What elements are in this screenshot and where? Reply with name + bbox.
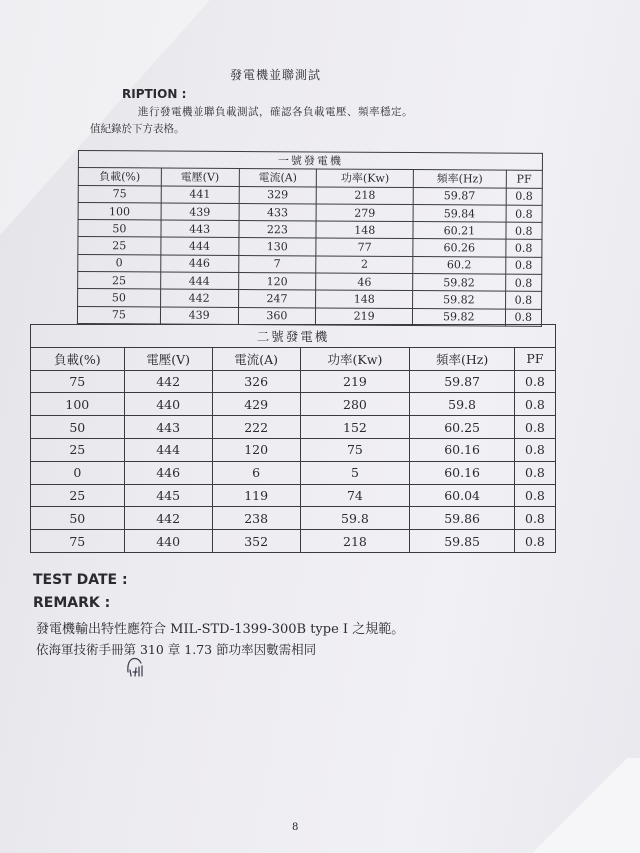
table-cell: 440 — [124, 393, 212, 416]
table-cell: 0.8 — [505, 309, 542, 327]
table-cell: 219 — [316, 308, 413, 326]
table-cell: 0.8 — [505, 274, 542, 292]
generator-2-table — [30, 324, 556, 553]
column-header: PF — [514, 347, 555, 370]
table-cell: 77 — [316, 238, 413, 256]
table-cell: 0.8 — [514, 530, 555, 553]
table-cell: 75 — [31, 530, 125, 553]
table-cell: 60.21 — [413, 222, 506, 240]
table-cell: 0.8 — [514, 438, 555, 461]
table-cell: 59.8 — [410, 393, 515, 416]
table-row — [31, 370, 556, 393]
table-cell: 60.16 — [410, 461, 515, 484]
column-header: 功率(Kw) — [317, 169, 414, 187]
table-cell: 59.82 — [413, 308, 506, 326]
table-cell: 50 — [78, 220, 161, 238]
table-row — [31, 507, 556, 530]
table-cell: 444 — [124, 438, 212, 461]
table-cell: 6 — [212, 461, 300, 484]
table-cell: 0 — [31, 461, 125, 484]
table-cell: 222 — [212, 416, 300, 439]
document-title: 發電機並聯測試 — [230, 68, 322, 82]
table-cell: 352 — [212, 530, 300, 553]
table-cell: 0.8 — [506, 205, 543, 223]
table-cell: 60.04 — [410, 484, 515, 507]
table-cell: 119 — [212, 484, 300, 507]
table-cell: 75 — [78, 185, 161, 203]
table-cell: 59.8 — [300, 507, 410, 530]
table-cell: 223 — [238, 221, 316, 239]
table-cell: 443 — [161, 220, 239, 238]
table-row — [31, 416, 556, 439]
table-cell: 443 — [124, 416, 212, 439]
table-cell: 25 — [31, 438, 125, 461]
table-cell: 0.8 — [506, 188, 543, 206]
table-cell: 148 — [316, 221, 413, 239]
table-cell: 59.87 — [413, 187, 506, 205]
column-header: 功率(Kw) — [300, 347, 410, 370]
table-cell: 148 — [316, 290, 413, 308]
table-group-title: 一號發電機 — [78, 151, 542, 171]
table-cell: 2 — [316, 256, 413, 274]
table-cell: 429 — [212, 393, 300, 416]
table-group-title: 二號發電機 — [31, 325, 556, 348]
table-cell: 60.16 — [410, 438, 515, 461]
table-cell: 442 — [160, 289, 238, 307]
table-cell: 326 — [212, 370, 300, 393]
table-cell: 59.87 — [410, 370, 515, 393]
table-cell: 238 — [212, 507, 300, 530]
table-cell: 0.8 — [505, 291, 542, 309]
table-cell: 247 — [238, 290, 316, 308]
table-cell: 446 — [124, 461, 212, 484]
table-row — [31, 461, 556, 484]
description-label: RIPTION : — [122, 87, 187, 101]
generator-1-table — [77, 150, 543, 327]
column-header: 電壓(V) — [124, 347, 212, 370]
table-row — [31, 393, 556, 416]
table-cell: 59.86 — [410, 507, 515, 530]
table-cell: 0.8 — [514, 484, 555, 507]
table-cell: 442 — [124, 507, 212, 530]
table-cell: 0.8 — [506, 222, 543, 240]
table-cell: 75 — [77, 306, 160, 324]
table-cell: 0.8 — [505, 257, 542, 275]
table-cell: 280 — [300, 393, 410, 416]
table-cell: 218 — [316, 187, 413, 205]
table-header-row — [31, 347, 556, 370]
table-cell: 439 — [161, 203, 239, 221]
table-cell: 46 — [316, 273, 413, 291]
table-cell: 25 — [78, 237, 161, 255]
table-cell: 59.82 — [413, 291, 506, 309]
table-cell: 445 — [124, 484, 212, 507]
table-cell: 120 — [238, 273, 316, 291]
table-cell: 433 — [239, 203, 317, 221]
remark-label: REMARK : — [33, 595, 111, 611]
table-cell: 219 — [300, 370, 410, 393]
column-header: 電流(A) — [239, 169, 317, 187]
table-cell: 0.8 — [514, 393, 555, 416]
table-cell: 50 — [78, 289, 161, 307]
table-cell: 50 — [31, 507, 125, 530]
table-row — [31, 438, 556, 461]
table-cell: 360 — [238, 307, 316, 325]
table-cell: 25 — [78, 272, 161, 290]
table-cell: 5 — [300, 461, 410, 484]
column-header: 電流(A) — [212, 347, 300, 370]
table-cell: 0.8 — [514, 461, 555, 484]
table-cell: 120 — [212, 438, 300, 461]
table-cell: 439 — [160, 307, 238, 325]
table-cell: 100 — [31, 393, 125, 416]
table-row — [31, 484, 556, 507]
remark-text-1: 發電機輸出特性應符合 MIL-STD-1399-300B type I 之規範。 — [36, 622, 405, 637]
column-header: 負載(%) — [31, 347, 125, 370]
table-cell: 440 — [124, 530, 212, 553]
table-cell: 60.25 — [410, 416, 515, 439]
column-header: 電壓(V) — [161, 168, 239, 186]
table-cell: 0.8 — [514, 507, 555, 530]
table-cell: 59.85 — [410, 530, 515, 553]
column-header: PF — [506, 170, 543, 188]
table-cell: 446 — [160, 255, 238, 273]
column-header: 頻率(Hz) — [410, 347, 515, 370]
description-text-2: 值紀錄於下方表格。 — [90, 123, 185, 135]
table-cell: 444 — [161, 237, 239, 255]
table-cell: 0.8 — [514, 370, 555, 393]
table-cell: 218 — [300, 530, 410, 553]
table-cell: 0.8 — [514, 416, 555, 439]
table-cell: 60.26 — [413, 239, 506, 257]
page-number: 8 — [292, 822, 299, 833]
table-cell: 329 — [239, 186, 317, 204]
table-cell: 75 — [300, 438, 410, 461]
table-row — [31, 530, 556, 553]
column-header: 頻率(Hz) — [413, 170, 506, 188]
table-cell: 59.84 — [413, 204, 506, 222]
page-corner — [520, 758, 640, 853]
table-cell: 0 — [78, 254, 161, 272]
test-date-label: TEST DATE : — [33, 572, 128, 588]
table-cell: 50 — [31, 416, 125, 439]
table-cell: 441 — [161, 186, 239, 204]
table-cell: 60.2 — [413, 256, 506, 274]
table-cell: 130 — [238, 238, 316, 256]
table-cell: 444 — [160, 272, 238, 290]
table-cell: 0.8 — [505, 240, 542, 258]
table-cell: 279 — [316, 204, 413, 222]
table-cell: 74 — [300, 484, 410, 507]
table-cell: 25 — [31, 484, 125, 507]
column-header: 負載(%) — [78, 168, 161, 186]
handwritten-initials — [124, 656, 148, 678]
table-cell: 100 — [78, 202, 161, 220]
table-cell: 59.82 — [413, 274, 506, 292]
description-text-1: 進行發電機並聯負載測試，確認各負載電壓、頻率穩定。 — [138, 106, 413, 118]
remark-text-2: 依海軍技術手冊第 310 章 1.73 節功率因數需相同 — [36, 642, 317, 657]
table-cell: 75 — [31, 370, 125, 393]
table-cell: 152 — [300, 416, 410, 439]
table-cell: 7 — [238, 255, 316, 273]
table-cell: 442 — [124, 370, 212, 393]
